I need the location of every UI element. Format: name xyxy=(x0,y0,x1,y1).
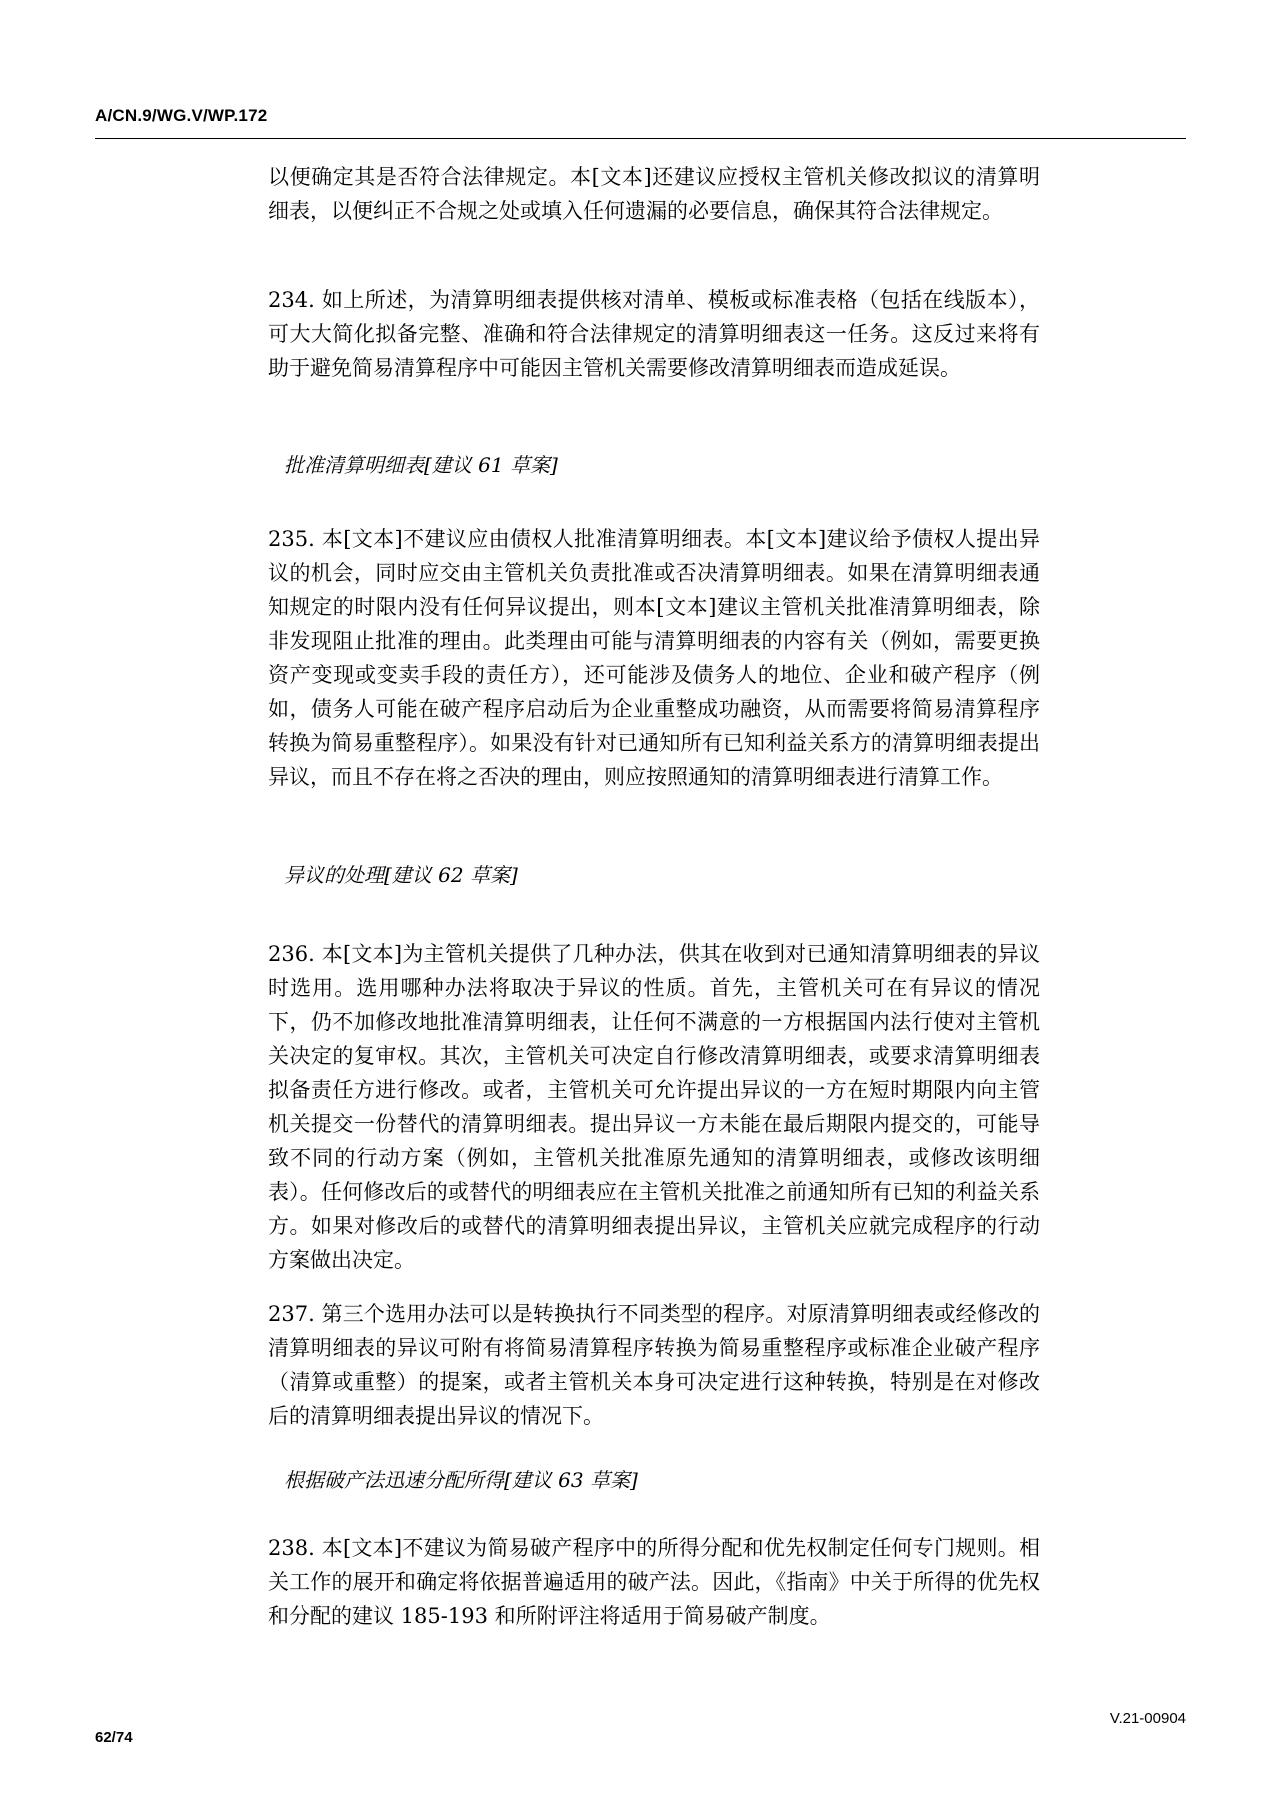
paragraph-236: 236. 本[文本]为主管机关提供了几种办法，供其在收到对已通知清算明细表的异议时选用。选用哪种办法将取决于异议的性质。首先，主管机关可在有异议的情况下，仍不加修改地批准清算明细表，让任何不满意的一方根据国内法行使对主管机关决定的复审权。其次，主管机关可决定自行修改清算明细表，或要求清算明细表拟备责任方进行修改。或者，主管机关可允许提出异议的一方在短时期限内向主管机关提交一份替代的清算明细表。提出异议一方未能在最后期限内提交的，可能导致不同的行动方案（例如，主管机关批准原先通知的清算明细表，或修改该明细表）。任何修改后的或替代的明细表应在主管机关批准之前通知所有已知的利益关系方。如果对修改后的或替代的清算明细表提出异议，主管机关应就完成程序的行动方案做出决定。 xyxy=(268,942,1040,1272)
heading-recommendation-62: 异议的处理[建议 62 草案] xyxy=(284,863,518,887)
paragraph-237: 237. 第三个选用办法可以是转换执行不同类型的程序。对原清算明细表或经修改的清算明细表的异议可附有将简易清算程序转换为简易重整程序或标准企业破产程序（清算或重整）的提案，或者主管机关本身可决定进行这种转换，特别是在对修改后的清算明细表提出异议的情况下。 xyxy=(268,1302,1040,1428)
heading-recommendation-63: 根据破产法迅速分配所得[建议 63 草案] xyxy=(284,1468,638,1492)
document-symbol: A/CN.9/WG.V/WP.172 xyxy=(95,106,268,125)
paragraph-continuation: 以便确定其是否符合法律规定。本[文本]还建议应授权主管机关修改拟议的清算明细表，以便纠正不合规之处或填入任何遗漏的必要信息，确保其符合法律规定。 xyxy=(268,165,1040,223)
job-number: V.21-00904 xyxy=(1109,1710,1186,1727)
paragraph-235: 235. 本[文本]不建议应由债权人批准清算明细表。本[文本]建议给予债权人提出异议的机会，同时应交由主管机关负责批准或否决清算明细表。如果在清算明细表通知规定的时限内没有任何异议提出，则本[文本]建议主管机关批准清算明细表，除非发现阻止批准的理由。此类理由可能与清算明细表的内容有关（例如，需要更换资产变现或变卖手段的责任方），还可能涉及债务人的地位、企业和破产程序（例如，债务人可能在破产程序启动后为企业重整成功融资，从而需要将简易清算程序转换为简易重整程序）。如果没有针对已通知所有已知利益关系方的清算明细表提出异议，而且不存在将之否决的理由，则应按照通知的清算明细表进行清算工作。 xyxy=(268,527,1040,789)
paragraph-234: 234. 如上所述，为清算明细表提供核对清单、模板或标准表格（包括在线版本），可大大简化拟备完整、准确和符合法律规定的清算明细表这一任务。这反过来将有助于避免简易清算程序中可能因主管机关需要修改清算明细表而造成延误。 xyxy=(268,288,1040,380)
paragraph-238: 238. 本[文本]不建议为简易破产程序中的所得分配和优先权制定任何专门规则。相关工作的展开和确定将依据普遍适用的破产法。因此，《指南》中关于所得的优先权和分配的建议 185-193 和所附评注将适用于简易破产制度。 xyxy=(268,1536,1040,1628)
page-number: 62/74 xyxy=(95,1729,133,1746)
heading-recommendation-61: 批准清算明细表[建议 61 草案] xyxy=(284,453,558,477)
header-rule xyxy=(95,138,1186,139)
